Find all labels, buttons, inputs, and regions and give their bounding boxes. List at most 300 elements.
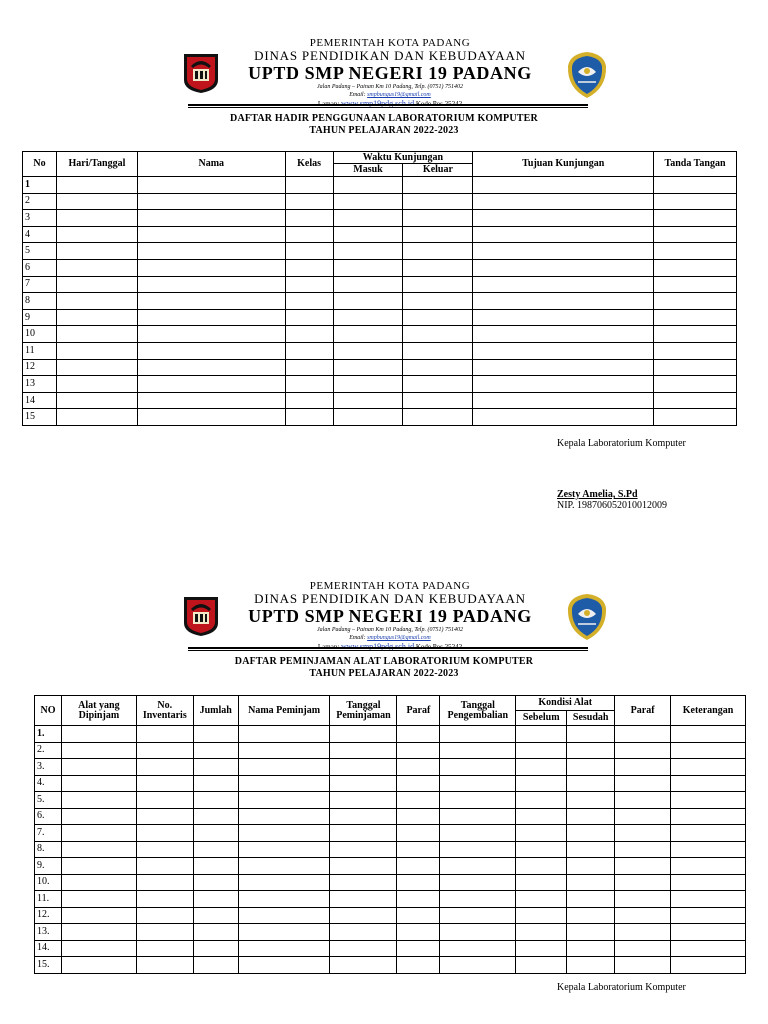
loan-cell[interactable] [61,759,136,776]
attendance-table [22,151,737,426]
letterhead-address: Jalan Padang – Painan Km 10 Padang, Telp. (0751) 751402 [317,84,463,90]
loan-cell[interactable] [397,775,440,792]
attendance-cell[interactable] [285,243,333,260]
attendance-cell[interactable] [137,226,285,243]
loan-cell[interactable] [615,957,671,974]
loan-cell[interactable] [238,825,330,842]
loan-cell[interactable] [193,759,238,776]
attendance-cell[interactable] [137,342,285,359]
loan-cell[interactable] [440,775,516,792]
attendance-cell[interactable] [56,342,137,359]
attendance-cell[interactable] [333,359,403,376]
loan-cell[interactable] [61,726,136,743]
loan-cell[interactable] [440,940,516,957]
loan-cell[interactable] [567,775,615,792]
loan-cell[interactable] [61,841,136,858]
attendance-cell[interactable] [285,210,333,227]
loan-cell[interactable] [516,759,567,776]
loan-cell[interactable] [238,858,330,875]
loan-cell[interactable] [516,891,567,908]
loan-cell[interactable] [238,841,330,858]
loan-cell[interactable] [671,726,746,743]
attendance-cell[interactable] [403,309,473,326]
attendance-cell[interactable] [473,177,654,194]
attendance-cell[interactable] [56,376,137,393]
attendance-cell[interactable] [333,293,403,310]
attendance-cell[interactable] [56,226,137,243]
loan-cell[interactable] [238,924,330,941]
loan-cell[interactable] [567,858,615,875]
attendance-cell[interactable] [56,326,137,343]
loan-cell[interactable] [440,957,516,974]
attendance-cell[interactable] [56,177,137,194]
loan-cell[interactable] [61,940,136,957]
attendance-cell[interactable] [285,309,333,326]
loan-cell[interactable] [397,891,440,908]
loan-cell[interactable] [193,726,238,743]
loan-cell[interactable] [671,759,746,776]
attendance-cell[interactable] [137,243,285,260]
loan-cell[interactable] [397,907,440,924]
loan-cell[interactable] [330,924,397,941]
loan-cell[interactable] [330,759,397,776]
loan-cell[interactable] [61,957,136,974]
table-row [35,742,746,759]
attendance-cell[interactable] [403,392,473,409]
loan-cell[interactable] [671,858,746,875]
attendance-cell[interactable] [137,392,285,409]
attendance-cell[interactable] [473,376,654,393]
loan-cell[interactable] [136,825,193,842]
attendance-cell[interactable] [333,392,403,409]
loan-cell[interactable] [671,825,746,842]
loan-cell[interactable] [193,742,238,759]
attendance-cell[interactable] [137,177,285,194]
row-number: 5. [35,792,62,809]
attendance-cell[interactable] [403,326,473,343]
attendance-cell[interactable] [654,309,737,326]
loan-cell[interactable] [615,808,671,825]
loan-cell[interactable] [61,907,136,924]
loan-cell[interactable] [193,825,238,842]
table-row [23,359,737,376]
attendance-cell[interactable] [333,259,403,276]
loan-cell[interactable] [516,858,567,875]
loan-cell[interactable] [193,775,238,792]
loan-cell[interactable] [238,907,330,924]
attendance-cell[interactable] [403,409,473,426]
loan-cell[interactable] [516,907,567,924]
loan-cell[interactable] [440,742,516,759]
loan-cell[interactable] [567,841,615,858]
attendance-cell[interactable] [285,177,333,194]
loan-cell[interactable] [516,924,567,941]
loan-cell[interactable] [567,759,615,776]
attendance-cell[interactable] [333,409,403,426]
attendance-cell[interactable] [56,276,137,293]
attendance-cell[interactable] [333,243,403,260]
loan-cell[interactable] [193,957,238,974]
attendance-cell[interactable] [654,409,737,426]
loan-cell[interactable] [615,841,671,858]
loan-cell[interactable] [330,726,397,743]
loan-cell[interactable] [193,907,238,924]
loan-cell[interactable] [440,924,516,941]
letterhead-department: DINAS PENDIDIKAN DAN KEBUDAYAAN [254,48,526,63]
loan-cell[interactable] [440,792,516,809]
loan-cell[interactable] [440,891,516,908]
loan-cell[interactable] [615,726,671,743]
attendance-cell[interactable] [285,409,333,426]
loan-cell[interactable] [671,742,746,759]
loan-cell[interactable] [516,792,567,809]
loan-cell[interactable] [671,924,746,941]
loan-cell[interactable] [567,742,615,759]
attendance-cell[interactable] [403,177,473,194]
attendance-cell[interactable] [333,276,403,293]
loan-cell[interactable] [440,841,516,858]
attendance-cell[interactable] [333,226,403,243]
loan-cell[interactable] [238,874,330,891]
loan-cell[interactable] [136,874,193,891]
loan-cell[interactable] [136,940,193,957]
attendance-cell[interactable] [403,293,473,310]
attendance-cell[interactable] [473,293,654,310]
row-number: 7. [35,825,62,842]
col-no: No [23,152,57,177]
attendance-cell[interactable] [654,259,737,276]
row-number: 6 [23,259,57,276]
attendance-cell[interactable] [137,309,285,326]
loan-cell[interactable] [440,726,516,743]
table-row [23,243,737,260]
loan-cell[interactable] [238,775,330,792]
loan-cell[interactable] [516,825,567,842]
attendance-cell[interactable] [56,259,137,276]
loan-cell[interactable] [671,957,746,974]
loan-cell[interactable] [671,841,746,858]
loan-cell[interactable] [615,825,671,842]
loan-cell[interactable] [238,940,330,957]
loan-cell[interactable] [397,874,440,891]
loan-cell[interactable] [615,742,671,759]
attendance-cell[interactable] [285,376,333,393]
attendance-cell[interactable] [285,293,333,310]
attendance-cell[interactable] [285,259,333,276]
loan-cell[interactable] [238,759,330,776]
loan-cell[interactable] [238,891,330,908]
attendance-cell[interactable] [403,243,473,260]
loan-cell[interactable] [193,858,238,875]
loan-cell[interactable] [615,940,671,957]
loan-cell[interactable] [397,924,440,941]
loan-cell[interactable] [516,940,567,957]
loan-cell[interactable] [193,841,238,858]
loan-cell[interactable] [567,924,615,941]
attendance-cell[interactable] [654,342,737,359]
loan-cell[interactable] [136,841,193,858]
attendance-cell[interactable] [56,210,137,227]
attendance-cell[interactable] [473,326,654,343]
loan-cell[interactable] [238,742,330,759]
attendance-cell[interactable] [654,193,737,210]
loan-cell[interactable] [136,808,193,825]
loan-cell[interactable] [615,891,671,908]
loan-cell[interactable] [136,792,193,809]
loan-cell[interactable] [516,874,567,891]
loan-cell[interactable] [397,759,440,776]
loan-cell[interactable] [567,792,615,809]
loan-cell[interactable] [136,742,193,759]
loan-cell[interactable] [193,874,238,891]
loan-cell[interactable] [671,940,746,957]
email-link[interactable]: smpbungus19@gmail.com [367,635,431,641]
attendance-cell[interactable] [333,177,403,194]
loan-cell[interactable] [567,907,615,924]
email-link[interactable]: smpbungus19@gmail.com [367,92,431,98]
loan-cell[interactable] [567,874,615,891]
attendance-cell[interactable] [56,193,137,210]
loan-cell[interactable] [61,742,136,759]
letterhead-school: UPTD SMP NEGERI 19 PADANG [248,63,532,83]
attendance-cell[interactable] [56,243,137,260]
loan-cell[interactable] [136,759,193,776]
row-number: 3. [35,759,62,776]
attendance-cell[interactable] [654,177,737,194]
loan-cell[interactable] [671,907,746,924]
attendance-cell[interactable] [403,226,473,243]
col-tujuan: Tujuan Kunjungan [473,152,654,177]
loan-cell[interactable] [397,858,440,875]
loan-cell[interactable] [193,792,238,809]
loan-cell[interactable] [671,775,746,792]
attendance-cell[interactable] [654,293,737,310]
attendance-cell[interactable] [403,359,473,376]
loan-cell[interactable] [440,825,516,842]
attendance-cell[interactable] [56,359,137,376]
attendance-cell[interactable] [403,193,473,210]
table-row [35,775,746,792]
loan-cell[interactable] [615,924,671,941]
loan-cell[interactable] [440,759,516,776]
loan-cell[interactable] [397,742,440,759]
loan-cell[interactable] [397,808,440,825]
loan-cell[interactable] [516,841,567,858]
attendance-cell[interactable] [285,276,333,293]
attendance-cell[interactable] [654,243,737,260]
attendance-cell[interactable] [285,326,333,343]
row-number: 7 [23,276,57,293]
attendance-cell[interactable] [473,276,654,293]
attendance-cell[interactable] [654,210,737,227]
loan-cell[interactable] [61,858,136,875]
col-tanda-tangan: Tanda Tangan [654,152,737,177]
attendance-cell[interactable] [137,210,285,227]
attendance-cell[interactable] [137,326,285,343]
loan-cell[interactable] [440,907,516,924]
col-hari-tanggal: Hari/Tanggal [56,152,137,177]
loan-cell[interactable] [671,891,746,908]
loan-cell[interactable] [330,742,397,759]
attendance-cell[interactable] [137,276,285,293]
attendance-cell[interactable] [473,193,654,210]
attendance-cell[interactable] [473,259,654,276]
loan-cell[interactable] [330,825,397,842]
attendance-cell[interactable] [56,309,137,326]
loan-cell[interactable] [136,907,193,924]
attendance-cell[interactable] [473,243,654,260]
loan-cell[interactable] [61,775,136,792]
loan-cell[interactable] [136,858,193,875]
loan-cell[interactable] [136,775,193,792]
attendance-cell[interactable] [473,210,654,227]
loan-cell[interactable] [238,792,330,809]
loan-cell[interactable] [330,841,397,858]
loan-cell[interactable] [136,957,193,974]
loan-cell[interactable] [516,775,567,792]
loan-cell[interactable] [330,907,397,924]
attendance-cell[interactable] [56,293,137,310]
attendance-cell[interactable] [56,409,137,426]
loan-cell[interactable] [516,957,567,974]
table-row [35,825,746,842]
attendance-cell[interactable] [137,359,285,376]
loan-cell[interactable] [61,874,136,891]
attendance-cell[interactable] [285,226,333,243]
loan-cell[interactable] [330,775,397,792]
loan-cell[interactable] [567,940,615,957]
loan-cell[interactable] [330,792,397,809]
loan-cell[interactable] [61,808,136,825]
loan-cell[interactable] [61,825,136,842]
loan-cell[interactable] [615,775,671,792]
loan-cell[interactable] [193,891,238,908]
attendance-cell[interactable] [137,293,285,310]
loan-cell[interactable] [238,726,330,743]
attendance-cell[interactable] [473,359,654,376]
loan-cell[interactable] [615,792,671,809]
attendance-cell[interactable] [654,359,737,376]
row-number: 8. [35,841,62,858]
attendance-cell[interactable] [333,342,403,359]
attendance-cell[interactable] [285,193,333,210]
attendance-cell[interactable] [137,259,285,276]
row-number: 1. [35,726,62,743]
loan-cell[interactable] [671,792,746,809]
loan-cell[interactable] [330,858,397,875]
loan-cell[interactable] [330,874,397,891]
table-row [23,193,737,210]
loan-cell[interactable] [516,726,567,743]
loan-cell[interactable] [61,792,136,809]
loan-cell[interactable] [440,808,516,825]
loan-cell[interactable] [615,759,671,776]
attendance-cell[interactable] [654,376,737,393]
attendance-cell[interactable] [285,342,333,359]
attendance-cell[interactable] [403,342,473,359]
col-sesudah: Sesudah [567,711,615,726]
loan-cell[interactable] [238,808,330,825]
attendance-cell[interactable] [333,326,403,343]
loan-cell[interactable] [440,874,516,891]
loan-cell[interactable] [567,726,615,743]
attendance-cell[interactable] [137,409,285,426]
row-number: 10 [23,326,57,343]
loan-cell[interactable] [61,924,136,941]
loan-cell[interactable] [397,940,440,957]
loan-cell[interactable] [615,907,671,924]
attendance-cell[interactable] [654,392,737,409]
loan-cell[interactable] [397,825,440,842]
attendance-cell[interactable] [473,392,654,409]
attendance-cell[interactable] [403,276,473,293]
loan-cell[interactable] [671,808,746,825]
attendance-cell[interactable] [56,392,137,409]
loan-cell[interactable] [516,742,567,759]
attendance-cell[interactable] [473,309,654,326]
loan-cell[interactable] [567,891,615,908]
attendance-cell[interactable] [137,193,285,210]
loan-cell[interactable] [567,808,615,825]
attendance-cell[interactable] [137,376,285,393]
row-number: 14 [23,392,57,409]
loan-cell[interactable] [330,891,397,908]
loan-cell[interactable] [193,808,238,825]
attendance-cell[interactable] [473,342,654,359]
attendance-cell[interactable] [333,210,403,227]
attendance-cell[interactable] [473,409,654,426]
loan-cell[interactable] [136,726,193,743]
attendance-cell[interactable] [285,392,333,409]
attendance-cell[interactable] [654,326,737,343]
loan-cell[interactable] [516,808,567,825]
loan-cell[interactable] [397,726,440,743]
loan-cell[interactable] [330,957,397,974]
loan-cell[interactable] [671,874,746,891]
loan-cell[interactable] [397,957,440,974]
loan-cell[interactable] [61,891,136,908]
loan-cell[interactable] [193,940,238,957]
loan-cell[interactable] [567,957,615,974]
loan-cell[interactable] [238,957,330,974]
attendance-cell[interactable] [654,226,737,243]
loan-cell[interactable] [136,891,193,908]
letterhead-rule [188,104,588,106]
loan-cell[interactable] [136,924,193,941]
attendance-cell[interactable] [285,359,333,376]
attendance-cell[interactable] [654,276,737,293]
table-row [23,309,737,326]
col-sebelum: Sebelum [516,711,567,726]
attendance-cell[interactable] [333,376,403,393]
table-row [23,259,737,276]
attendance-cell[interactable] [473,226,654,243]
attendance-cell[interactable] [403,376,473,393]
loan-cell[interactable] [330,940,397,957]
loan-cell[interactable] [397,841,440,858]
loan-cell[interactable] [567,825,615,842]
loan-cell[interactable] [397,792,440,809]
attendance-cell[interactable] [333,193,403,210]
loan-cell[interactable] [615,858,671,875]
loan-cell[interactable] [193,924,238,941]
attendance-cell[interactable] [333,309,403,326]
loan-cell[interactable] [330,808,397,825]
attendance-cell[interactable] [403,210,473,227]
attendance-cell[interactable] [403,259,473,276]
loan-cell[interactable] [440,858,516,875]
loan-cell[interactable] [615,874,671,891]
